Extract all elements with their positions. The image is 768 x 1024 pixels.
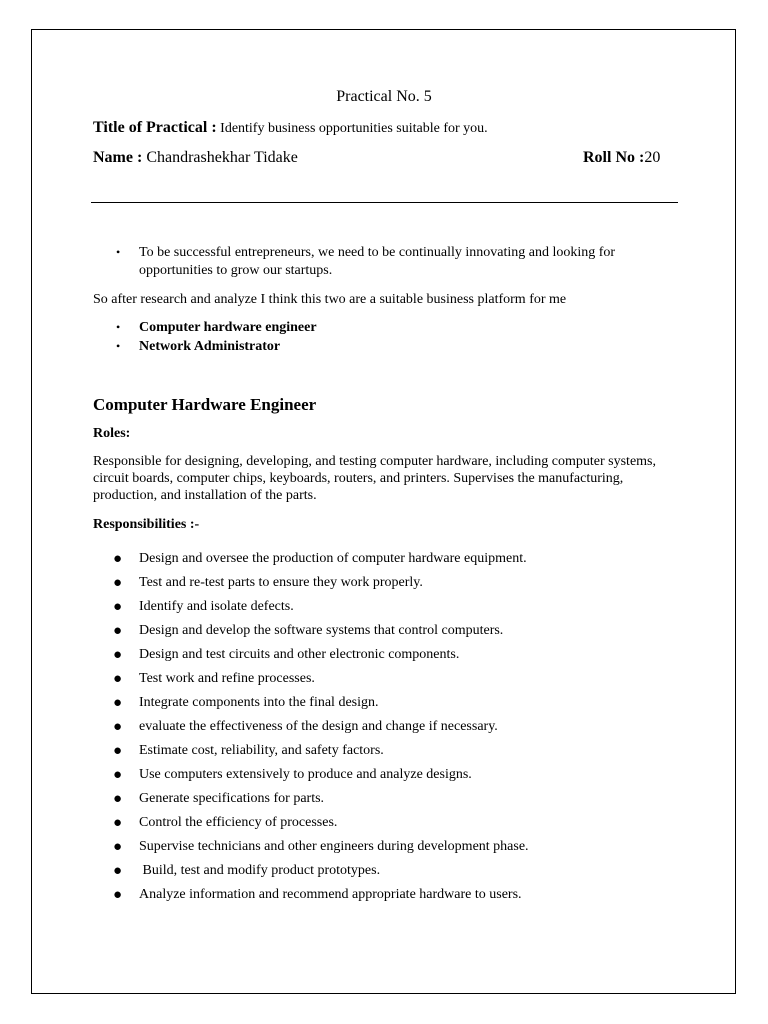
title-label: Title of Practical : [93,119,217,136]
title-value: Identify business opportunities suitable for you. [220,121,488,136]
option-bullet-icon: • [116,339,121,353]
option-item: Network Administrator [139,339,281,354]
intro-bullet-line-1: To be successful entrepreneurs, we need to be continually innovating and looking for [139,245,616,260]
student-name [93,149,298,167]
bullet-icon: ● [113,671,123,687]
bullet-icon: ● [113,695,123,711]
bullet-icon: ● [113,599,123,615]
intro-bullet-line-2: opportunities to grow our startups. [139,263,333,278]
bullet-icon: ● [113,887,123,903]
bullet-icon: ● [113,839,123,855]
option-item: Computer hardware engineer [139,320,317,335]
bullet-icon: ● [113,767,123,783]
practical-number: Practical No. 5 [336,88,432,105]
practical-title [93,119,488,137]
roles-label: Roles: [93,426,131,441]
section-heading: Computer Hardware Engineer [93,395,317,414]
bullet-icon: ● [113,623,123,639]
intro-bullet-icon: • [116,245,121,259]
bullet-icon: ● [113,743,123,759]
roll-number [583,149,660,167]
roll-label: Roll No : [583,149,645,166]
roles-text: Responsible for designing, developing, and testing computer hardware, including computer systems, circuit boards, computer chips, keyboards, routers, and printers. Supervises the manufacturing, production, and installation of the parts. [93,454,656,503]
bullet-icon: ● [113,815,123,831]
option-bullet-icon: • [116,320,121,334]
bullet-icon: ● [113,863,123,879]
bullet-icon: ● [113,647,123,663]
header-divider [91,202,678,203]
research-text: So after research and analyze I think this two are a suitable business platform for me [93,292,567,307]
name-label: Name : [93,149,143,166]
bullet-icon: ● [113,791,123,807]
roll-value: 20 [644,149,661,166]
responsibilities-label: Responsibilities :- [93,517,200,532]
bullet-icon: ● [113,551,123,567]
name-value: Chandrashekhar Tidake [146,149,298,166]
bullet-icon: ● [113,575,123,591]
bullet-icon: ● [113,719,123,735]
